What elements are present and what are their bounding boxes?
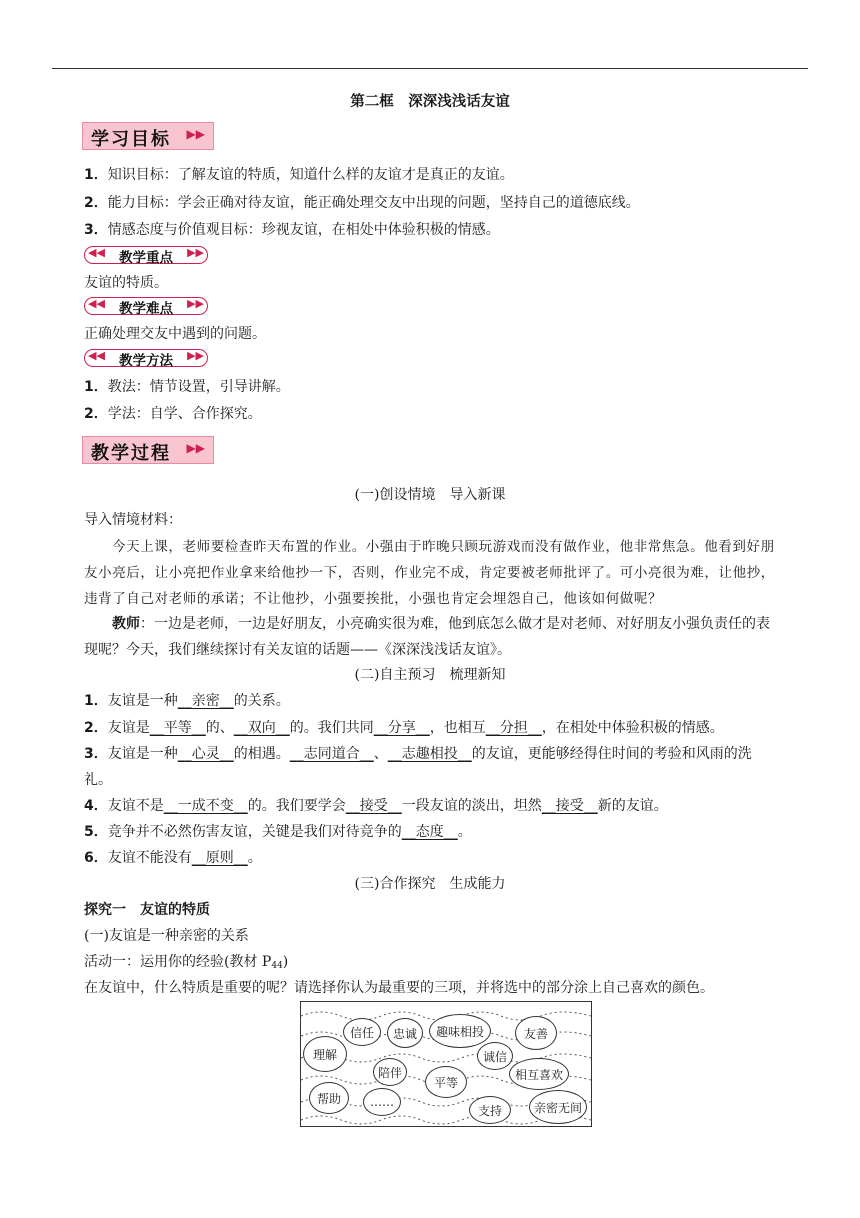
chevron-right-icon: ▶▶ (187, 246, 204, 259)
story-line: 违背了自己对老师的承诺；不让他抄，小强要挨批，小强也肯定会埋怨自己，他该如何做呢？ (84, 591, 663, 607)
section-header-process (82, 436, 214, 464)
page-title: 第二框 深深浅浅话友谊 (350, 94, 510, 110)
method-item: 1．教法：情节设置，引导讲解。 (84, 379, 290, 395)
fill-item: 3．友谊是一种__心灵__的相遇。__志同道合__、__志趣相投__的友谊，更能够经得住时间的考验和风雨的洗 (84, 746, 752, 762)
activity-line: 活动一：运用你的经验(教材 $P_{44}$) (84, 954, 289, 971)
goal-item: 3．情感态度与价值观目标：珍视友谊，在相处中体验积极的情感。 (84, 222, 500, 238)
explore-title: 探究一 友谊的特质 (84, 902, 210, 918)
section-header-label: 教学重点 (119, 250, 173, 266)
story-line: 今天上课，老师要检查昨天布置的作业。小强由于昨晚只顾玩游戏而没有做作业，他非常焦急。他看到好朋 (112, 539, 775, 555)
explore-subtitle: (一)友谊是一种亲密的关系 (84, 928, 249, 944)
goal-item: 2．能力目标：学会正确对待友谊，能正确处理交友中出现的问题，坚持自己的道德底线。 (84, 195, 640, 211)
fill-item-continuation: 礼。 (84, 772, 112, 788)
trait-oval: 忠诚 (387, 1018, 423, 1048)
trait-oval: 平等 (425, 1066, 467, 1098)
section-header-method (84, 349, 208, 367)
fill-item: 2．友谊是__平等__的、__双向__的。我们共同__分享__，也相互__分担__，在相处中体验积极的情感。 (84, 720, 724, 736)
chevron-left-icon: ◀◀ (88, 349, 105, 362)
fill-item: 6．友谊不能没有__原则__。 (84, 850, 262, 866)
fill-item: 4．友谊不是__一成不变__的。我们要学会__接受__一段友谊的淡出，坦然__接受__新的友谊。 (84, 798, 668, 814)
section-header-label: 教学过程 (91, 443, 171, 464)
friendship-traits-figure (300, 1001, 592, 1127)
teacher-line: 教师：一边是老师，一边是好朋友，小亮确实很为难，他到底怎么做才是对老师、对好朋友小强负责任的表 (112, 616, 770, 632)
section-header-label: 教学方法 (119, 353, 173, 369)
activity-question: 在友谊中，什么特质是重要的呢？请选择你认为最重要的三项，并将选中的部分涂上自己喜欢的颜色。 (84, 980, 714, 996)
chevron-left-icon: ◀◀ (88, 246, 105, 259)
trait-oval: 诚信 (477, 1042, 513, 1070)
trait-oval: 亲密无间 (529, 1090, 587, 1124)
method-item: 2．学法：自学、合作探究。 (84, 406, 262, 422)
part1-heading: (一)创设情境 导入新课 (354, 487, 506, 503)
trait-oval: 相互喜欢 (509, 1058, 569, 1090)
trait-oval: 趣味相投 (429, 1014, 491, 1048)
section-header-goals (82, 122, 214, 150)
section-header-key (84, 246, 208, 264)
double-arrow-icon: ▶▶ (186, 441, 205, 455)
double-arrow-icon: ▶▶ (186, 127, 205, 141)
trait-oval: 理解 (303, 1036, 347, 1072)
intro-label: 导入情境材料： (84, 512, 182, 528)
teacher-line: 现呢？今天，我们继续探讨有关友谊的话题——《深深浅浅话友谊》。 (84, 642, 511, 658)
chevron-right-icon: ▶▶ (187, 297, 204, 310)
trait-oval: 支持 (469, 1096, 511, 1124)
section-header-label: 教学难点 (119, 301, 173, 317)
section-header-difficulty (84, 297, 208, 315)
key-text: 友谊的特质。 (84, 275, 168, 291)
fill-item: 5．竞争并不必然伤害友谊，关键是我们对待竞争的__态度__。 (84, 824, 472, 840)
trait-oval: 陪伴 (373, 1058, 407, 1086)
trait-oval: 帮助 (309, 1082, 349, 1114)
trait-oval: 友善 (515, 1016, 557, 1050)
goal-item: 1．知识目标：了解友谊的特质，知道什么样的友谊才是真正的友谊。 (84, 167, 514, 183)
part2-heading: (二)自主预习 梳理新知 (354, 667, 506, 683)
fill-item: 1．友谊是一种__亲密__的关系。 (84, 693, 290, 709)
chevron-left-icon: ◀◀ (88, 297, 105, 310)
part3-heading: (三)合作探究 生成能力 (354, 876, 506, 892)
section-header-label: 学习目标 (91, 129, 171, 150)
chevron-right-icon: ▶▶ (187, 349, 204, 362)
story-line: 友小亮后，让小亮把作业拿来给他抄一下，否则，作业完不成，肯定要被老师批评了。可小亮很为难，让他抄， (84, 565, 775, 581)
trait-oval: 信任 (343, 1018, 381, 1046)
difficulty-text: 正确处理交友中遇到的问题。 (84, 326, 266, 342)
top-rule (52, 68, 808, 69)
trait-oval: …… (363, 1088, 401, 1116)
